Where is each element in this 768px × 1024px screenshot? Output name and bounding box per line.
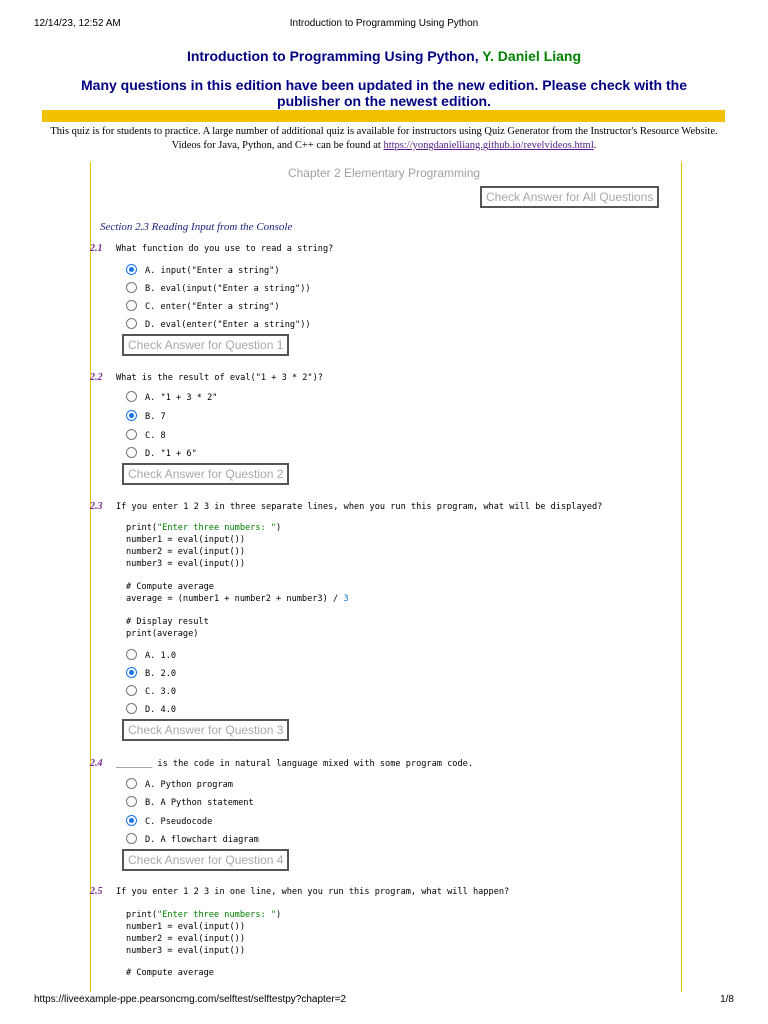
edition-notice: Many questions in this edition have been updated in the new edition. Please check with the publisher on the newest edition.	[81, 77, 687, 109]
option-label: B. A Python statement	[145, 798, 254, 808]
code-line	[126, 910, 281, 920]
option-label: C. 8	[145, 431, 166, 441]
print-header	[34, 18, 734, 32]
book-title-text: Introduction to Programming Using Python,	[186, 48, 479, 64]
option-label: D. "1 + 6"	[145, 449, 197, 459]
code-line: number3 = eval(input())	[126, 946, 245, 956]
code-comment: # Compute average	[126, 582, 214, 592]
radio-icon[interactable]	[126, 391, 137, 402]
question-number: 2.1	[90, 243, 103, 254]
radio-icon[interactable]	[126, 703, 137, 714]
radio-selected-icon[interactable]	[126, 410, 137, 421]
section-title: Section 2.3 Reading Input from the Console	[100, 221, 293, 233]
option-label: A. 1.0	[145, 651, 177, 661]
code-string: "Enter three numbers: "	[157, 523, 277, 533]
code-comment: # Compute average	[126, 968, 214, 978]
radio-icon[interactable]	[126, 447, 137, 458]
radio-icon[interactable]	[126, 685, 137, 696]
option-label: B. eval(input("Enter a string"))	[145, 284, 311, 294]
option-label: C. Pseudocode	[145, 817, 213, 827]
code-text: average = (number1 + number2 + number3) /	[126, 594, 344, 604]
code-line	[126, 594, 349, 604]
question-text: _______ is the code in natural language mixed with some program code.	[116, 759, 473, 769]
videos-link[interactable]: https://yongdanielliang.github.io/revelvideos.html	[383, 140, 594, 151]
question-text: If you enter 1 2 3 in three separate lines, when you run this program, what will be displayed?	[116, 502, 603, 512]
question-number: 2.5	[90, 886, 103, 897]
question-number: 2.2	[90, 372, 103, 383]
code-line: print(average)	[126, 629, 199, 639]
option-label: A. input("Enter a string")	[145, 266, 280, 276]
option-label: D. A flowchart diagram	[145, 835, 259, 845]
intro-end: .	[593, 140, 597, 151]
check-question-2-button[interactable]: Check Answer for Question 2	[122, 463, 289, 485]
option-label: D. eval(enter("Enter a string"))	[145, 320, 311, 330]
print-url: https://liveexample-ppe.pearsoncmg.com/selftest/selftestpy?chapter=2	[34, 994, 347, 1005]
code-line: number1 = eval(input())	[126, 535, 245, 545]
book-author: Y. Daniel Liang	[482, 48, 582, 64]
radio-icon[interactable]	[126, 300, 137, 311]
intro-text	[38, 125, 730, 153]
radio-icon[interactable]	[126, 796, 137, 807]
code-comment: # Display result	[126, 617, 209, 627]
code-line	[126, 523, 281, 533]
option-label: C. 3.0	[145, 687, 177, 697]
option-label: A. Python program	[145, 780, 233, 790]
chapter-title: Chapter 2 Elementary Programming	[287, 166, 481, 180]
book-title	[0, 48, 768, 64]
code-text: print(	[126, 523, 158, 533]
radio-icon[interactable]	[126, 282, 137, 293]
question-text: If you enter 1 2 3 in one line, when you run this program, what will happen?	[116, 887, 510, 897]
intro-body: This quiz is for students to practice. A large number of additional quiz is available for instructors using Quiz Generator from the Instructor's Resource Website. Videos for Java, Python, and C++ can be found at	[50, 126, 718, 151]
print-datetime: 12/14/23, 12:52 AM	[34, 18, 121, 29]
code-text: print(	[126, 910, 158, 920]
question-text: What is the result of eval("1 + 3 * 2")?	[116, 373, 323, 383]
option-label: B. 7	[145, 412, 166, 422]
check-all-button[interactable]: Check Answer for All Questions	[480, 186, 659, 208]
option-label: C. enter("Enter a string")	[145, 302, 280, 312]
page-number: 1/8	[720, 994, 734, 1005]
code-text: )	[276, 910, 282, 920]
radio-icon[interactable]	[126, 778, 137, 789]
option-label: B. 2.0	[145, 669, 177, 679]
radio-icon[interactable]	[126, 833, 137, 844]
option-label: A. "1 + 3 * 2"	[145, 393, 218, 403]
check-question-4-button[interactable]: Check Answer for Question 4	[122, 849, 289, 871]
radio-selected-icon[interactable]	[126, 815, 137, 826]
question-number: 2.4	[90, 758, 103, 769]
code-text: )	[276, 523, 282, 533]
radio-selected-icon[interactable]	[126, 667, 137, 678]
radio-icon[interactable]	[126, 429, 137, 440]
option-label: D. 4.0	[145, 705, 177, 715]
code-number: 3	[343, 594, 349, 604]
check-question-1-button[interactable]: Check Answer for Question 1	[122, 334, 289, 356]
radio-icon[interactable]	[126, 649, 137, 660]
code-line: number1 = eval(input())	[126, 922, 245, 932]
code-line: number2 = eval(input())	[126, 934, 245, 944]
question-text: What function do you use to read a string?	[116, 244, 334, 254]
question-number: 2.3	[90, 501, 103, 512]
code-line: number2 = eval(input())	[126, 547, 245, 557]
print-title: Introduction to Programming Using Python	[289, 18, 479, 29]
check-question-3-button[interactable]: Check Answer for Question 3	[122, 719, 289, 741]
code-string: "Enter three numbers: "	[157, 910, 277, 920]
radio-icon[interactable]	[126, 318, 137, 329]
radio-selected-icon[interactable]	[126, 264, 137, 275]
code-line: number3 = eval(input())	[126, 559, 245, 569]
divider-bar	[42, 110, 725, 122]
